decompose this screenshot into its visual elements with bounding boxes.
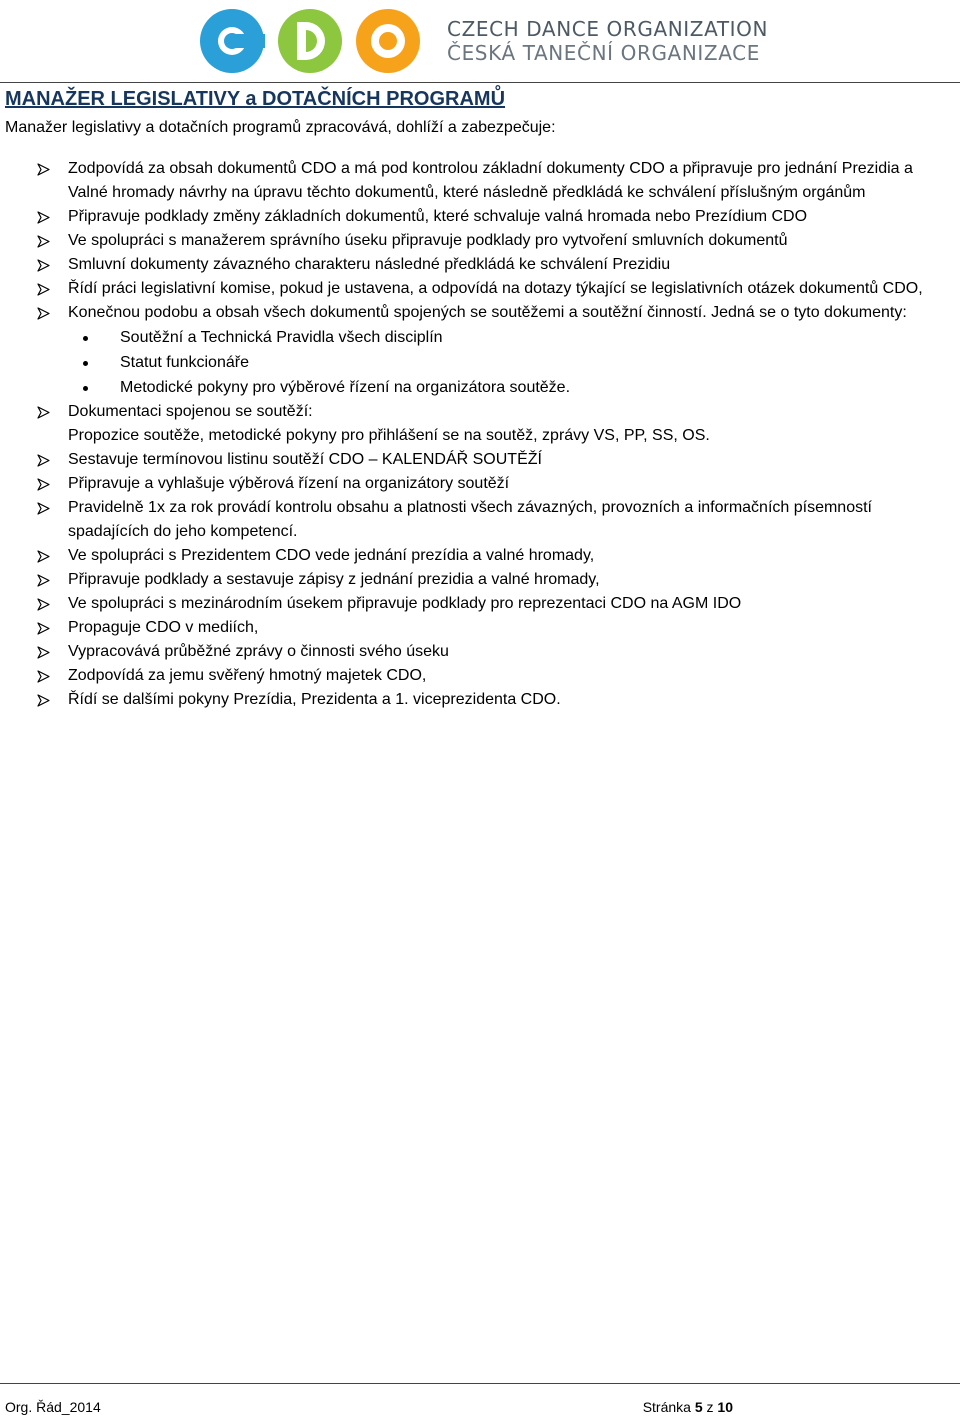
intro-text: Manažer legislativy a dotačních programů zpracovává, dohlíží a zabezpečuje:: [5, 119, 556, 136]
footer-divider: [0, 1383, 960, 1384]
list-item: [0, 544, 943, 568]
sub-list-item: [0, 350, 960, 375]
arrow-bullet-icon: [37, 259, 50, 272]
sub-list-item: [0, 375, 960, 400]
list-item: [0, 640, 943, 664]
list-item-text: Vypracovává průběžné zprávy o činnosti svého úseku: [68, 643, 449, 660]
arrow-bullet-icon: [37, 454, 50, 467]
list-item: [0, 253, 943, 277]
arrow-bullet-icon: [37, 670, 50, 683]
dot-bullet-icon: [83, 386, 88, 391]
list-item-continuation: Propozice soutěže, metodické pokyny pro přihlášení se na soutěž, zprávy VS, PP, SS, OS.: [68, 427, 710, 444]
list-item: [0, 400, 943, 424]
list-item-text: Zodpovídá za jemu svěřený hmotný majetek CDO,: [68, 667, 427, 684]
header-divider: [0, 82, 960, 83]
logo-o-icon: [355, 8, 421, 74]
list-item-text: Připravuje a vyhlašuje výběrová řízení na organizátory soutěží: [68, 475, 510, 492]
list-item-text: Sestavuje termínovou listinu soutěží CDO – KALENDÁŘ SOUTĚŽÍ: [68, 451, 542, 468]
list-item: [0, 205, 943, 229]
arrow-bullet-icon: [37, 574, 50, 587]
list-item-text: Smluvní dokumenty závazného charakteru následné předkládá ke schválení Prezidiu: [68, 256, 671, 273]
arrow-bullet-icon: [37, 283, 50, 296]
list-item-text: Konečnou podobu a obsah všech dokumentů spojených se soutěžemi a soutěžní činností. Jedná se o tyto dokumenty:: [68, 304, 907, 321]
list-item: [0, 472, 943, 496]
footer-page-number: [643, 1399, 733, 1415]
organization-name-cz: ČESKÁ TANEČNÍ ORGANIZACE: [447, 41, 760, 65]
list-item-text: Ve spolupráci s manažerem správního úseku připravuje podklady pro vytvoření smluvních dokumentů: [68, 232, 788, 249]
sub-list-item-text: Metodické pokyny pro výběrové řízení na organizátora soutěže.: [120, 379, 571, 396]
list-item: [0, 157, 943, 205]
arrow-bullet-icon: [37, 550, 50, 563]
list-item-text: Ve spolupráci s mezinárodním úsekem připravuje podklady pro reprezentaci CDO na AGM IDO: [68, 595, 742, 612]
page-current: 5: [694, 1399, 703, 1415]
arrow-bullet-icon: [37, 622, 50, 635]
list-item-text: Připravuje podklady a sestavuje zápisy z jednání prezidia a valné hromady,: [68, 571, 600, 588]
list-item: [0, 301, 943, 325]
list-item-text: Řídí se dalšími pokyny Prezídia, Prezidenta a 1. viceprezidenta CDO.: [68, 691, 561, 708]
list-item-text: Připravuje podklady změny základních dokumentů, které schvaluje valná hromada nebo Prezídium CDO: [68, 208, 808, 225]
footer-document-id: Org. Řád_2014: [5, 1399, 101, 1415]
list-item: [0, 664, 943, 688]
arrow-bullet-icon: [37, 406, 50, 419]
page-label: Stránka: [642, 1399, 691, 1415]
list-item: [0, 592, 943, 616]
list-item: [0, 448, 943, 472]
list-item-text: Dokumentaci spojenou se soutěží:: [68, 403, 313, 420]
page-separator: z: [706, 1399, 714, 1415]
page-title: MANAŽER LEGISLATIVY a DOTAČNÍCH PROGRAMŮ: [5, 88, 506, 110]
list-item: [0, 277, 943, 301]
list-item-text: Řídí práci legislativní komise, pokud je ustavena, a odpovídá na dotazy týkající se legislativních otázek dokumentů CDO,: [68, 280, 923, 297]
list-item-text: Pravidelně 1x za rok provádí kontrolu obsahu a platnosti všech závazných, provozních a informačních písemností spadajících do jeho kompetencí.: [68, 499, 872, 540]
list-item: [0, 496, 943, 544]
list-item-text: Propaguje CDO v mediích,: [68, 619, 259, 636]
organization-name: [447, 17, 957, 65]
arrow-bullet-icon: [37, 211, 50, 224]
sub-list-item-text: Statut funkcionáře: [120, 354, 249, 371]
arrow-bullet-icon: [37, 502, 50, 515]
page-total: 10: [717, 1399, 733, 1415]
arrow-bullet-icon: [37, 598, 50, 611]
duties-list: [0, 157, 960, 712]
list-item-text: Ve spolupráci s Prezidentem CDO vede jednání prezídia a valné hromady,: [68, 547, 595, 564]
arrow-bullet-icon: [37, 235, 50, 248]
arrow-bullet-icon: [37, 163, 50, 176]
dot-bullet-icon: [83, 361, 88, 366]
list-item: [0, 688, 943, 712]
list-item: [0, 568, 943, 592]
logo-d-icon: [277, 8, 343, 74]
organization-name-en: CZECH DANCE ORGANIZATION: [447, 17, 769, 41]
list-item-text: Zodpovídá za obsah dokumentů CDO a má pod kontrolou základní dokumenty CDO a připravuje pro jednání Prezidia a Valné hromady návrhy na úpravu těchto dokumentů, které následně předkládá ke schválení příslušným orgánům: [68, 160, 913, 201]
arrow-bullet-icon: [37, 478, 50, 491]
page-header: [0, 0, 960, 82]
logo-c-icon: [199, 8, 265, 74]
sub-list-item-text: Soutěžní a Technická Pravidla všech disciplín: [120, 329, 443, 346]
list-item: [0, 616, 943, 640]
arrow-bullet-icon: [37, 307, 50, 320]
arrow-bullet-icon: [37, 646, 50, 659]
dot-bullet-icon: [83, 336, 88, 341]
arrow-bullet-icon: [37, 694, 50, 707]
sub-list-item: [0, 325, 960, 350]
list-item: [0, 229, 943, 253]
